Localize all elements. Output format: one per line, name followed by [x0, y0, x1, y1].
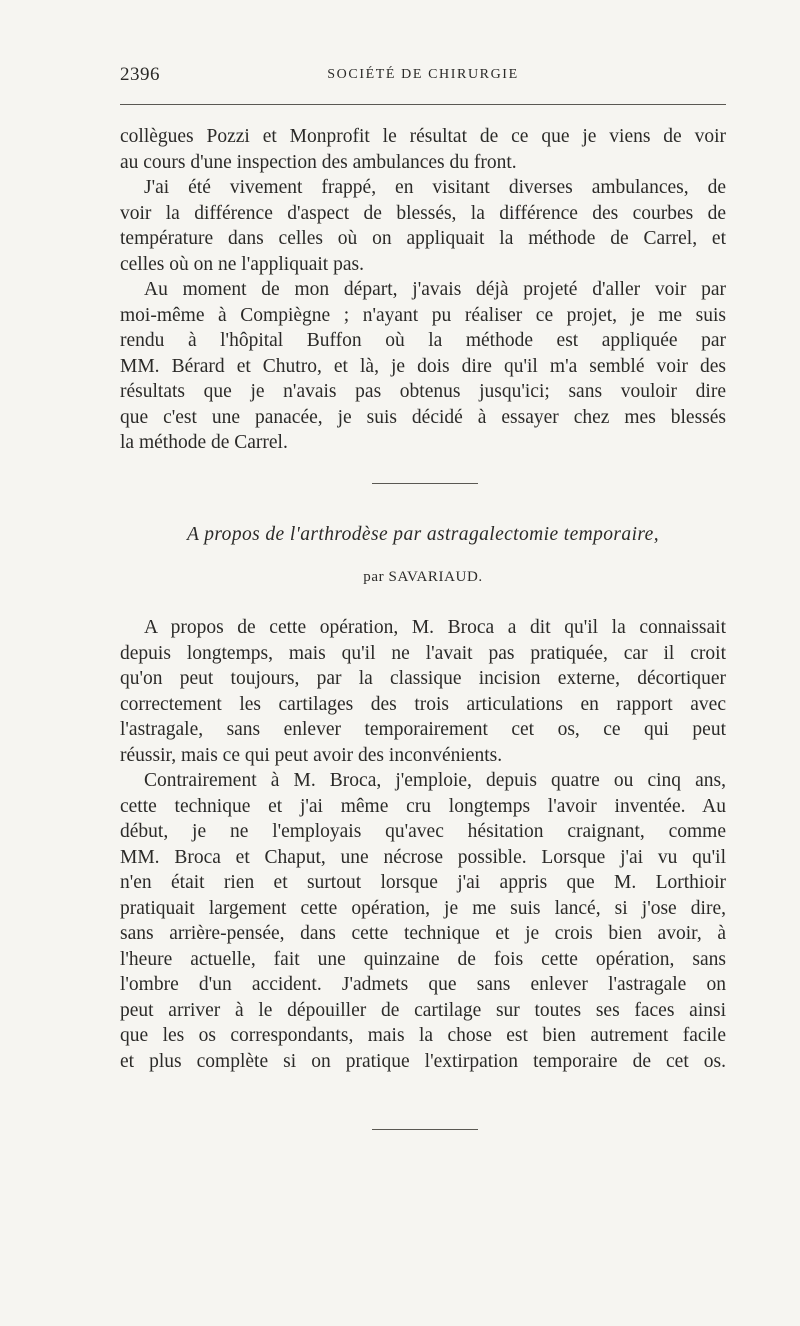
header-rule [120, 104, 726, 105]
running-head [120, 64, 726, 92]
text-line: et plus complète si on pratique l'extirpation temporaire de cet os. [120, 1050, 726, 1072]
text-line: cette technique et j'ai même cru longtemps l'avoir inventée. Au [120, 795, 726, 817]
text-line: celles où on ne l'appliquait pas. [120, 253, 364, 275]
text-line: l'astragale, sans enlever temporairement cet os, ce qui peut [120, 719, 726, 740]
text-line: l'heure actuelle, fait une quinzaine de fois cette opération, sans [120, 948, 726, 970]
text-line: peut arriver à le dépouiller de cartilage sur toutes ses faces ainsi [120, 999, 726, 1021]
text-line: l'ombre d'un accident. J'admets que sans enlever l'astragale on [120, 974, 726, 995]
text-line: MM. Broca et Chaput, une nécrose possible. Lorsque j'ai vu qu'il [120, 846, 726, 868]
text-line: qu'on peut toujours, par la classique incision externe, décortiquer [120, 668, 726, 689]
article-body [120, 615, 726, 1074]
article-byline: par SAVARIAUD. [363, 569, 483, 585]
text-line: correctement les cartilages des trois articulations en rapport avec [120, 693, 726, 715]
text-line: température dans celles où on appliquait la méthode de Carrel, et [120, 228, 726, 249]
section-separator [372, 1129, 478, 1130]
text-line: A propos de cette opération, M. Broca a dit qu'il la connaissait [144, 617, 726, 638]
text-line: Contrairement à M. Broca, j'emploie, depuis quatre ou cinq ans, [144, 770, 726, 791]
previous-article-conclusion [120, 124, 726, 456]
text-line: voir la différence d'aspect de blessés, la différence des courbes de [120, 202, 726, 224]
text-line: début, je ne l'employais qu'avec hésitation craignant, comme [120, 821, 726, 842]
text-line: MM. Bérard et Chutro, et là, je dois dire qu'il m'a semblé voir des [120, 355, 726, 377]
text-line: J'ai été vivement frappé, en visitant diverses ambulances, de [144, 177, 726, 198]
text-line: depuis longtemps, mais qu'il ne l'avait pas pratiquée, car il croit [120, 642, 726, 664]
text-line: que les os correspondants, mais la chose est bien autrement facile [120, 1025, 726, 1046]
text-line: rendu à l'hôpital Buffon où la méthode est appliquée par [120, 330, 726, 351]
text-line: réussir, mais ce qui peut avoir des inconvénients. [120, 744, 503, 766]
text-line: pratiquait largement cette opération, je me suis lancé, si j'ose dire, [120, 897, 726, 919]
section-separator [372, 483, 478, 484]
journal-title: SOCIÉTÉ DE CHIRURGIE [327, 67, 519, 82]
text-line: moi-même à Compiègne ; n'ayant pu réaliser ce projet, je me suis [120, 304, 726, 326]
text-line: la méthode de Carrel. [120, 432, 288, 453]
text-line: n'en était rien et surtout lorsque j'ai appris que M. Lorthioir [120, 872, 726, 893]
article-title: A propos de l'arthrodèse par astragalectomie temporaire, [187, 524, 659, 545]
text-line: sans arrière-pensée, dans cette technique et je crois bien avoir, à [120, 923, 726, 944]
page-number: 2396 [120, 64, 160, 85]
text-line: Au moment de mon départ, j'avais déjà projeté d'aller voir par [144, 279, 726, 300]
text-line: collègues Pozzi et Monprofit le résultat de ce que je viens de voir [120, 126, 726, 147]
text-line: résultats que je n'avais pas obtenus jusqu'ici; sans vouloir dire [120, 381, 726, 402]
text-line: que c'est une panacée, je suis décidé à essayer chez mes blessés [120, 406, 726, 428]
text-line: au cours d'une inspection des ambulances du front. [120, 151, 517, 173]
